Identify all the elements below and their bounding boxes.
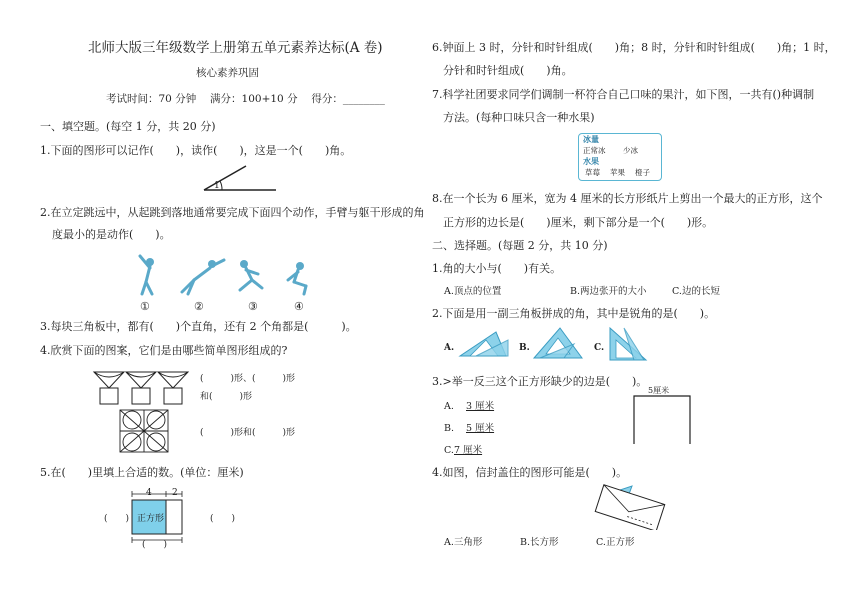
q5-top-2: 2 (172, 488, 178, 498)
s2-q3-option-c: C. (444, 445, 454, 456)
q5-left-blank: ( ) (104, 514, 130, 524)
s2-q3-option-a: A. (444, 401, 454, 412)
pattern-figure-1 (86, 368, 196, 408)
s2-q4: 4.如图，信封盖住的图形可能是( )。 (432, 466, 628, 479)
jump-figures (128, 250, 318, 314)
q5-top-4: 4 (146, 488, 152, 498)
q5-right-blank: ( ) (210, 514, 236, 524)
s2-q2-option-b: B. (519, 343, 530, 353)
set-square-figure-b (530, 324, 586, 362)
angle-figure (200, 164, 280, 194)
s1-q4-answer2: 和( )形 (200, 392, 253, 402)
s2-q1-option-b: B.两边张开的大小 (570, 286, 647, 297)
ice-option-less: 少冰 (623, 146, 638, 155)
jumper-3 (240, 260, 262, 290)
open-square-figure (630, 386, 694, 448)
s1-q7-line2: 方法。(每种口味只含一种水果) (443, 111, 595, 124)
juice-options-card (578, 133, 662, 181)
page-title: 北师大版三年级数学上册第五单元素养达标(A 卷) (88, 40, 383, 56)
s2-q2: 2.下面是用一副三角板拼成的角，其中是锐角的是( )。 (432, 307, 716, 320)
jump-label-1: ① (140, 300, 150, 313)
s1-q4-answer1: ( )形、( )形 (200, 374, 296, 384)
q5-bottom-blank: ( ) (142, 540, 168, 550)
envelope-figure (590, 484, 670, 530)
s2-q3-value-b: 5 厘米 (466, 423, 495, 434)
s1-q1: 1.下面的图形可以记作( )，读作( )，这是一个( )角。 (40, 144, 352, 157)
s1-q3: 3.每块三角板中，都有( )个直角，还有 2 个角都是( )。 (40, 320, 357, 333)
fruit-option-strawberry: 草莓 (585, 168, 600, 177)
s1-q2-line2: 度最小的是动作( )。 (52, 228, 171, 241)
s2-q2-option-a: A. (444, 343, 455, 353)
set-square-figure-a (456, 326, 512, 360)
fruit-title: 水果 (583, 156, 599, 166)
s1-q6-line2: 分针和时针组成( )角。 (443, 64, 573, 77)
angle-label: 1 (214, 181, 220, 191)
s1-q7-line1: 7.科学社团要求同学们调制一杯符合自己口味的果汁，如下图，一共有()种调制 (432, 88, 815, 101)
s2-q4-option-b: B.长方形 (520, 537, 559, 548)
section1-heading: 一、填空题。(每空 1 分，共 20 分) (40, 120, 216, 133)
jumper-4 (288, 262, 306, 294)
s1-q4: 4.欣赏下面的图案，它们是由哪些简单图形组成的? (40, 344, 288, 357)
jump-label-2: ② (194, 300, 204, 313)
ice-option-normal: 正常冰 (583, 146, 606, 155)
s2-q4-option-c: C.正方形 (596, 537, 635, 548)
s2-q1-option-a: A.顶点的位置 (444, 286, 502, 297)
s2-q3-value-c: 7 厘米 (454, 445, 483, 456)
s2-q1-option-c: C.边的长短 (672, 286, 720, 297)
s2-q3-option-b: B. (444, 423, 455, 434)
jump-label-4: ④ (294, 300, 304, 313)
s2-q1: 1.角的大小与( )有关。 (432, 262, 562, 275)
s2-q4-option-a: A.三角形 (444, 537, 483, 548)
s1-q2-line1: 2.在立定跳远中，从起跳到落地通常要完成下面四个动作，手臂与躯干形成的角 (40, 206, 425, 219)
ice-title: 冰量 (583, 134, 599, 144)
jump-label-3: ③ (248, 300, 258, 313)
exam-info: 考试时间：70 分钟 满分：100+10 分 得分：________ (106, 93, 385, 105)
jumper-1 (140, 256, 154, 294)
pattern-figure-2 (116, 406, 172, 456)
s2-q2-option-c: C. (594, 343, 605, 353)
section2-heading: 二、选择题。(每题 2 分，共 10 分) (432, 239, 608, 252)
fruit-option-orange: 橙子 (635, 168, 650, 177)
s1-q8-line1: 8.在一个长为 6 厘米，宽为 4 厘米的长方形纸片上剪出一个最大的正方形，这个 (432, 192, 823, 205)
jumper-2 (182, 260, 224, 294)
fruit-option-apple: 苹果 (610, 168, 625, 177)
open-square-label: 5厘米 (648, 386, 670, 395)
s2-q3: 3.>举一反三这个正方形缺少的边是( )。 (432, 375, 648, 388)
s2-q3-value-a: 3 厘米 (466, 401, 495, 412)
s1-q8-line2: 正方形的边长是( )厘米，剩下部分是一个( )形。 (443, 216, 714, 229)
set-square-figure-c (604, 324, 650, 364)
q5-square-label: 正方形 (137, 514, 165, 524)
s1-q4-answer3: ( )形和( )形 (200, 428, 296, 438)
s1-q5: 5.在( )里填上合适的数。(单位：厘米) (40, 466, 244, 479)
s1-q6-line1: 6.钟面上 3 时，分针和时针组成( )角；8 时，分针和时针组成( )角；1 时， (432, 41, 836, 54)
page-subtitle: 核心素养巩固 (196, 67, 259, 79)
